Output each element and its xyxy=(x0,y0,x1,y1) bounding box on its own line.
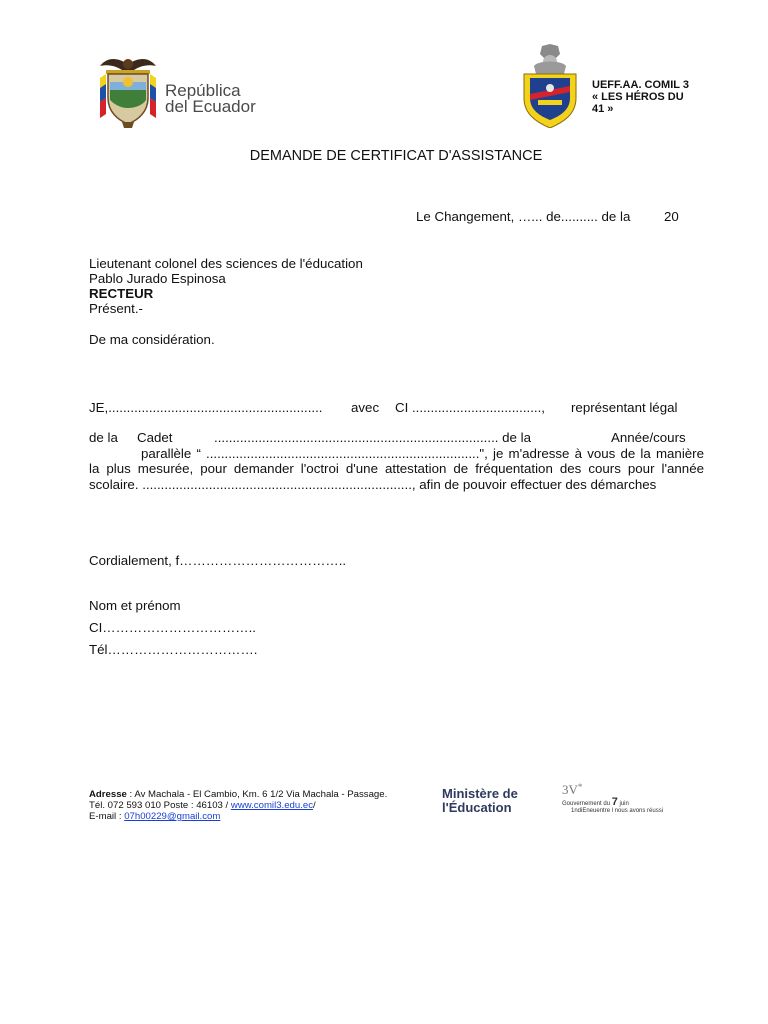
school-id-line1: UEFF.AA. COMIL 3 xyxy=(592,79,689,91)
document-title: DEMANDE DE CERTIFICAT D'ASSISTANCE xyxy=(249,148,543,164)
gov-num: 7 xyxy=(611,796,618,808)
date-year: 20 xyxy=(664,209,679,224)
body-paragraph: parallèle “ ..........................................................................", je m'adresse à vous de la manière la plus mesurée, pour demander l'octroi d'une attestation de fréquentation des cours pour l'année scolaire. ........................................................................., afin de pouvoir effectuer des démarches xyxy=(89,446,704,492)
signature-tel: Tél……………………………. xyxy=(89,642,258,657)
footer-website-suffix: / xyxy=(313,800,316,811)
body-ci-field: CI ..................................., xyxy=(395,400,545,415)
gov-mark-text: 3V xyxy=(562,782,578,797)
body-annee: Année/cours xyxy=(611,430,686,445)
gov-line2: 1ndiEneuentre l nous avons réussi xyxy=(571,808,664,814)
republic-logo-line2: del Ecuador xyxy=(165,97,256,116)
body-cadet-field: ............................................................................. de la xyxy=(214,430,531,445)
body-dela: de la xyxy=(89,430,118,445)
gov-line-b: juin xyxy=(619,801,629,807)
school-crest-icon xyxy=(520,44,580,128)
recipient-name: Pablo Jurado Espinosa xyxy=(89,271,226,286)
body-cadet: Cadet xyxy=(137,430,173,445)
footer-address-value: : Av Machala - El Cambio, Km. 6 1/2 Via Machala - Passage. xyxy=(126,789,388,800)
footer-email-link[interactable]: 07h00229@gmail.com xyxy=(124,811,221,822)
recipient-present: Présent.- xyxy=(89,301,143,316)
footer-tel xyxy=(89,800,316,811)
date-line: Le Changement, …... de.......... de la xyxy=(416,209,631,224)
signature-ci: CI…………………………….. xyxy=(89,620,256,635)
ministry-line1: Ministère de xyxy=(442,786,518,801)
greeting: De ma considération. xyxy=(89,332,215,347)
closing: Cordialement, f……………………………….. xyxy=(89,553,347,568)
footer-tel-text: Tél. 072 593 010 Poste : 46103 / xyxy=(89,800,231,811)
signature-name: Nom et prénom xyxy=(89,598,181,613)
republic-logo-line1: República xyxy=(165,81,241,100)
footer-address-label: Adresse xyxy=(89,789,127,800)
footer-email xyxy=(89,811,220,822)
footer-website-link[interactable]: www.comil3.edu.ec xyxy=(230,800,314,811)
recipient-title: Lieutenant colonel des sciences de l'éducation xyxy=(89,256,363,271)
footer-address xyxy=(89,789,387,800)
gov-star: * xyxy=(577,782,583,792)
body-representant: représentant légal xyxy=(571,400,678,415)
body-avec: avec xyxy=(351,400,380,415)
body-je-field: JE,.......................................................... xyxy=(89,400,323,415)
school-shield-logo xyxy=(520,44,580,128)
coat-of-arms-icon xyxy=(92,52,164,130)
school-id-line2: « LES HÉROS DU xyxy=(592,91,684,103)
footer-email-label: E-mail : xyxy=(89,811,125,822)
gov-mark xyxy=(562,782,582,798)
gov-line-a: Gouvernement du xyxy=(562,801,611,807)
school-id-line3: 41 » xyxy=(592,103,614,115)
republic-ecuador-logo xyxy=(92,52,262,132)
recipient-role: RECTEUR xyxy=(89,286,154,301)
ministry-line2: l'Éducation xyxy=(442,800,512,815)
